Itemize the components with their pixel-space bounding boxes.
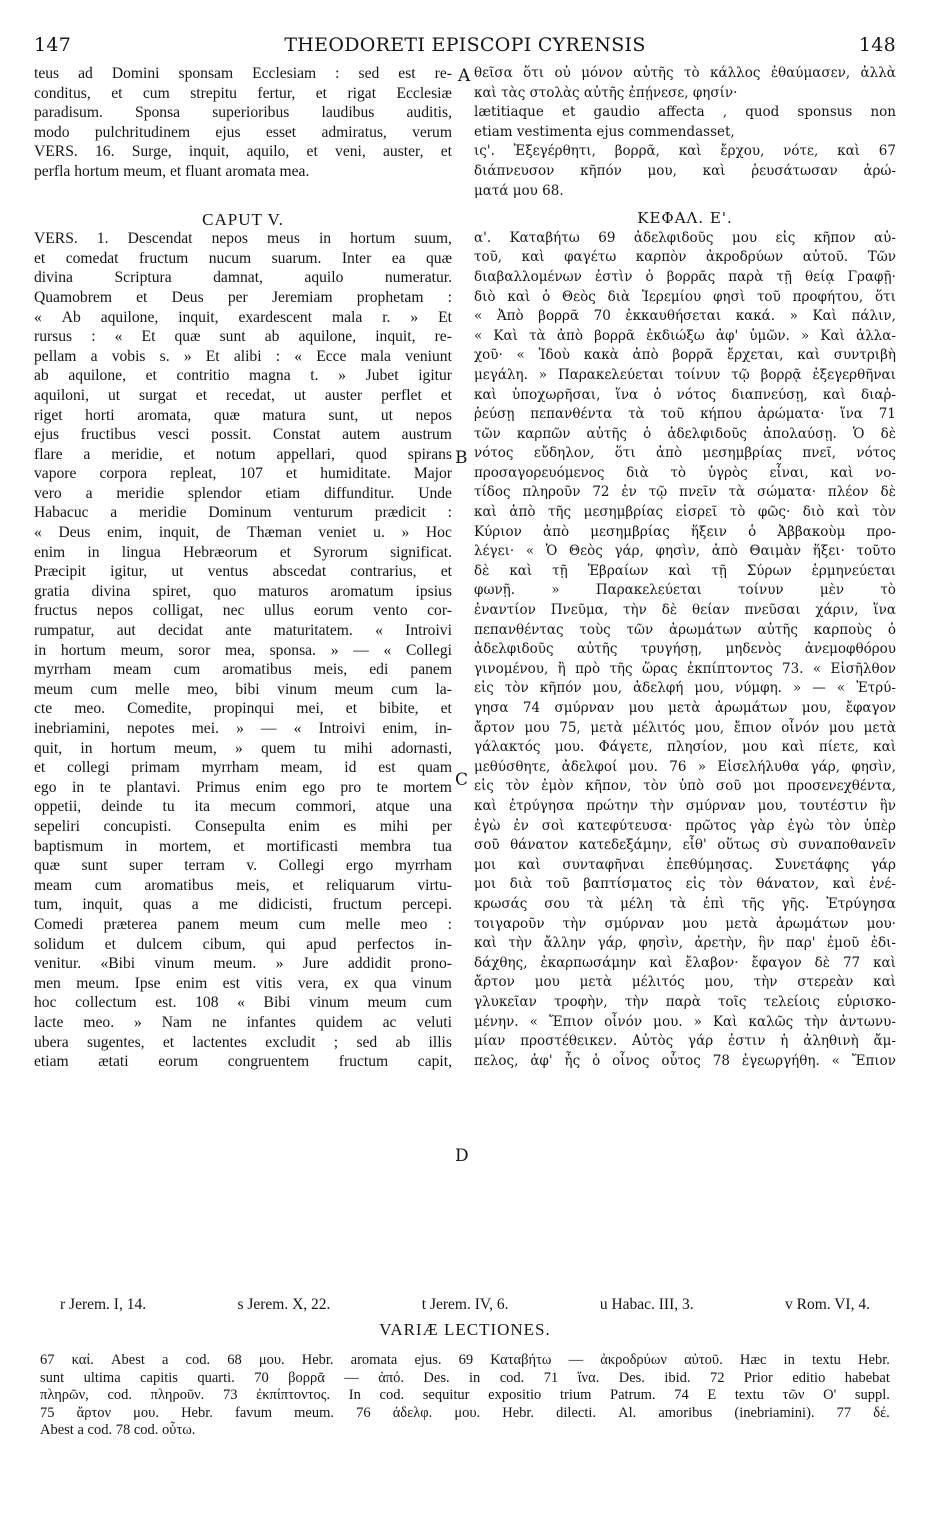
latin-line: « Ab aquilone, inquit, exardescent mala r. » Et	[34, 308, 452, 326]
footnote-s: s Jerem. X, 22.	[237, 1296, 331, 1313]
footnote-v: v Rom. VI, 4.	[784, 1296, 870, 1313]
greek-line: σοῦ θάνατον κατεδεξάμην, εἶθ' οὕτως σὺ συναποθανεῖν	[474, 837, 896, 854]
latin-line: Comedi præterea panem meum cum melle meo :	[34, 915, 452, 933]
margin-letter-b: B	[455, 448, 468, 468]
margin-letter-a: A	[458, 66, 471, 86]
greek-line: δὲ καὶ τῇ Ἑβραίων καὶ τῇ Σύρων ἑρμηνεύεται	[474, 562, 896, 579]
latin-line: flare a meridie, et notum appellari, quod spirans	[34, 445, 452, 463]
variant-readings	[40, 1352, 890, 1440]
latin-line: VERS. 16. Surge, inquit, aquilo, et veni, auster, et	[34, 143, 452, 161]
variant-line: sunt ultima capitis quarti. 70 βορρᾶ — ἀπό. Des. in cod. 71 ἵνα. Des. ibid. 72 Prior editio habebat	[40, 1369, 890, 1386]
greek-line: ἄρτον μου μετὰ μέλιτός μου, τὴν στερεὰν καὶ	[474, 974, 896, 991]
greek-line: θεῖσα ὅτι οὐ μόνον αὐτῆς τὸ κάλλος ἐθαύμασεν, ἀλλὰ	[474, 65, 896, 81]
greek-line: λέγει· « Ὁ Θεὸς γάρ, φησὶν, ἀπὸ Θαιμὰν ἥξει· τοῦτο	[474, 543, 896, 560]
greek-line: δάχθης, ἐκαρπωσάμην καὶ ἔλαβον· ἔφαγον δὲ 77 καὶ	[474, 954, 896, 971]
greek-line: καὶ ἐτρύγησα πρώτην τὴν σμύρναν μου, τουτέστιν ἣν	[474, 797, 896, 814]
greek-line: μοι διὰ τοῦ βαπτίσματος εἰς τὸν θάνατον, καὶ ἐνέ-	[474, 876, 896, 893]
greek-line: Κύριον ἀπὸ μεσημβρίας ἥξειν ὁ Ἀββακοὺμ προ-	[474, 523, 896, 540]
greek-line: lætitiaque et gaudio affecta , quod sponsus non	[474, 104, 896, 121]
latin-line: men meum. Ipse enim est vitis vera, ex qua vinum	[34, 974, 452, 992]
latin-line: Præcipit igitur, ut ventus abscedat contrarius, et	[34, 563, 452, 581]
latin-line: quit, in hortum meum, » quem tu mihi adornasti,	[34, 739, 452, 757]
greek-line: μένην. « Ἔπιον οἶνόν μου. » Καὶ καλῶς τὴν ἀντωνυ-	[474, 1013, 896, 1030]
greek-line: διὸ καὶ ὁ Θεὸς διὰ Ἱερεμίου φησὶ τοῦ προφήτου, ὅτι	[474, 288, 896, 305]
latin-line: vapore corpora repleat, 107 et humiditate. Major	[34, 465, 452, 483]
latin-line: rursus : « Et quæ sunt ab aquilone, inquit, re-	[34, 328, 452, 346]
greek-line: ῥεύσῃ πεπανθέντα τὰ τοῦ κήπου ἀρώματα· ἵνα 71	[474, 406, 896, 423]
greek-line: ις'. Ἐξεγέρθητι, βορρᾶ, καὶ ἔρχου, νότε, καὶ 67	[474, 143, 896, 160]
latin-line: ubera sugentes, et lactentes excludit ; sed ab illis	[34, 1033, 452, 1051]
greek-line: διάπνευσον κῆπόν μου, καὶ ῥευσάτωσαν ἀρώ-	[474, 162, 896, 179]
latin-line: paradisum. Sponsa superioribus laudibus auditis,	[34, 104, 452, 122]
greek-line: ΚΕΦΑΛ. Ε'.	[637, 209, 733, 228]
latin-line: gratia divina spiret, quo maturos aromatum ipsius	[34, 582, 452, 600]
latin-line: rumpatur, aut decidat ante maturitatem. « Introivi	[34, 622, 452, 640]
greek-line: α'. Καταβήτω 69 ἀδελφιδοῦς μου εἰς κῆπον αὐ-	[474, 229, 896, 246]
latin-line: enim in lingua Hebræorum et Syrorum significat.	[34, 543, 452, 561]
latin-line: ab aquilone, et contritio magna t. » Jubet igitur	[34, 367, 452, 385]
latin-line: in hortum meum, soror mea, sponsa. » — « Collegi	[34, 641, 452, 659]
greek-line: καὶ ἀπὸ τῆς μεσημβρίας εἰσρεῖ τὸ φῶς· διὸ καὶ τὸν	[474, 504, 896, 521]
latin-line: lacte meo. » Nam ne infantes quidem ac veluti	[34, 1013, 452, 1031]
margin-letter-d: D	[455, 1146, 469, 1166]
latin-line: riget horti aromata, quæ matura sunt, ut nepos	[34, 406, 452, 424]
greek-line: μεθύσθητε, ἀδελφοί μου. 76 » Εἰσελήλυθα γάρ, φησὶν,	[474, 758, 896, 775]
latin-line: cte meo. Comedite, propinqui mei, et bibite, et	[34, 700, 452, 718]
greek-line: τίδος πληροῦν 72 ἐν τῷ πνεῖν τὰ σώματα· πλέον δὲ	[474, 484, 896, 501]
greek-line: ἄρτον μου 75, μετὰ μέλιτός μου, ἔπιον οἶνόν μου μετὰ	[474, 719, 896, 736]
latin-line: et comedat fructum nucum suarum. Inter ea quæ	[34, 249, 452, 267]
latin-column	[34, 64, 452, 1072]
latin-line: inebriamini, nepotes mei. » — « Introivi enim, in-	[34, 720, 452, 737]
latin-line	[34, 182, 452, 210]
greek-gap	[474, 201, 896, 209]
latin-line: sepeliri concupisti. Consepulta enim es mihi per	[34, 817, 452, 835]
latin-line: aquiloni, ut surgat et recedat, ut auster perflet et	[34, 386, 452, 404]
greek-line: τοιγαροῦν τὴν σμύρναν μου μετὰ ἀρωμάτων μου·	[474, 915, 896, 932]
greek-line: γάλακτός μου. Φάγετε, πλησίον, μου καὶ πίετε, καὶ	[474, 739, 896, 756]
latin-line: divina Scriptura damnat, aquilo numeratur.	[34, 269, 452, 287]
variant-line: πληρῶν, cod. πληροῦν. 73 ἐκπίπτοντος. In cod. sequitur expositio trium Patrum. 74 E textu τῶν Ο' suppl.	[40, 1387, 890, 1403]
greek-line: ἐναντίον Πνεῦμα, τὴν δὲ θείαν πνεῦσαι χάριν, ἵνα	[474, 602, 896, 619]
running-header	[34, 34, 896, 62]
greek-line: μίαν προστέθεικεν. Αὐτὸς γάρ ἐστιν ἡ ἀληθινὴ ἄμ-	[474, 1033, 896, 1050]
latin-line: modo pulchritudinem ejus esset admiratus, verum	[34, 123, 452, 141]
latin-line: venitur. «Bibi vinum meum. » Jure addidit prono-	[34, 955, 452, 973]
latin-line: baptismum in mortem, et mortificasti membra tua	[34, 837, 452, 855]
footnote-u: u Habac. III, 3.	[599, 1296, 694, 1313]
latin-line: ego in te plantavi. Primus enim ego pro te mortem	[34, 778, 452, 796]
latin-line: meum cum melle meo, bibi vinum meum cum la-	[34, 680, 452, 698]
greek-line: εἰς τὸν ἐμὸν κῆπον, τὸν ὑπὸ σοῦ μοι προσενεχθέντα,	[474, 778, 896, 795]
latin-line: hoc collectum est. 108 « Bibi vinum meum cum	[34, 994, 452, 1012]
greek-line: ἀδελφιδοῦς αὐτῆς τρυγήσῃ, μηδενὸς ἀνεμοφθόρου	[474, 641, 896, 658]
greek-line: εἰς τὸν κῆπόν μου, ἀδελφή μου, νύμφη. » — « Ἐτρύ-	[474, 680, 896, 697]
latin-line: quæ sunt super terram v. Collegi ergo myrrham	[34, 857, 452, 875]
greek-line: καὶ τὴν ἄλλην γάρ, φησὶν, ἀρετὴν, ἣν παρ' ἐμοῦ ἐδι-	[474, 935, 896, 952]
greek-line: καὶ τὰς στολὰς αὐτῆς ἐπῄνεσε, φησίν·	[474, 84, 738, 101]
margin-letter-c: C	[455, 770, 469, 790]
latin-line: myrrham meam cum aromatibus meis, edi panem	[34, 661, 452, 679]
greek-line: κρωσάς σου τὰ μέλη τὰ ἐπὶ τῆς γῆς. Ἐτρύγησα	[474, 895, 896, 912]
greek-line: πελος, ἀφ' ἧς ὁ οἶνος οὗτος 78 ἐγεωργήθη. « Ἔπιον	[474, 1052, 896, 1069]
variant-line: 67 καί. Abest a cod. 68 μου. Hebr. aromata ejus. 69 Καταβήτω — ἀκροδρύων αὐτοῦ. Hæc in textu Hebr.	[40, 1352, 890, 1368]
latin-line: oppetii, deinde tu ita mecum commori, atque una	[34, 798, 452, 816]
greek-line: γινομένου, ἢ πρὸ τῆς ὥρας ἐκπίπτοντος 73. « Εἰσῆλθον	[474, 660, 896, 677]
page-number-right: 148	[858, 34, 896, 56]
running-title: THEODORETI EPISCOPI CYRENSIS	[284, 34, 646, 56]
greek-line: « Καὶ τὰ ἀπὸ βορρᾶ ἐκδιώξω ἀφ' ὑμῶν. » Καὶ ἀλλα-	[474, 327, 896, 344]
greek-line: φωνῇ. » Παρακελεύεται τοίνυν μὲν τὸ	[474, 582, 896, 599]
variant-line: 75 ἄρτον μου. Hebr. favum meum. 76 ἀδελφ. μου. Hebr. dilecti. Al. amoribus (inebriamini). 77 δέ.	[40, 1404, 890, 1421]
greek-line: γλυκεῖαν τροφὴν, τὴν παρὰ τοῖς τελείοις εὑρισκο-	[474, 993, 896, 1010]
greek-line: προσαγορευόμενος διὰ τὸ ὑγρὸς εἶναι, καὶ νο-	[474, 464, 896, 481]
latin-line: Quamobrem et Deus per Jeremiam prophetam :	[34, 288, 452, 306]
latin-line: meam cum aromatibus meis, et reliquarum virtu-	[34, 876, 452, 894]
latin-line: solidum et dulcem cibum, qui apud perfectos in-	[34, 935, 452, 953]
footnotes	[60, 1296, 870, 1314]
variae-lectiones-heading: VARIÆ LECTIONES.	[379, 1320, 551, 1339]
latin-line: fructus nepos colligat, nec ullus eorum vento cor-	[34, 602, 452, 620]
greek-line: ματά μου 68.	[474, 182, 564, 199]
greek-line: etiam vestimenta ejus commendasset,	[474, 123, 735, 140]
greek-line: « Ἀπὸ βορρᾶ 70 ἐκκαυθήσεται κακά. » Καὶ πάλιν,	[474, 308, 896, 325]
latin-line: « Deus enim, inquit, de Thæman veniet u. » Hoc	[34, 524, 452, 542]
latin-line: etiam ætati eorum congruentem fructum capit,	[34, 1053, 452, 1071]
page-number-left: 147	[34, 34, 72, 56]
greek-line: τοῦ, καὶ φαγέτω καρπὸν ἀκροδρύων αὐτοῦ. Τῶν	[474, 249, 896, 266]
greek-line: μοι καὶ συνταφῆναι ἐπεθύμησας. Συνετάφης γάρ	[474, 856, 896, 873]
latin-line: teus ad Domini sponsam Ecclesiam : sed est re-	[34, 65, 452, 82]
latin-line: perfla hortum meum, et fluant aromata mea.	[34, 162, 310, 180]
greek-line: πεπανθέντας τοὺς τῶν ἀρωμάτων αὐτῆς καρποὺς ὁ	[474, 621, 896, 638]
latin-line: pellam a vobis s. » Et alibi : « Ecce mala veniunt	[34, 347, 452, 365]
greek-line: νότος εὔδηλον, ὅτι ἀπὸ μεσημβρίας πνεῖ, νότος	[474, 445, 896, 462]
footnote-t: t Jerem. IV, 6.	[421, 1296, 509, 1313]
greek-line: ἐγὼ ἐν σοὶ κατεφύτευσα· πρῶτος γὰρ ἐγὼ τὸν ὑπὲρ	[474, 817, 896, 834]
variant-line: Abest a cod. 78 cod. οὗτω.	[40, 1422, 196, 1438]
greek-column	[474, 64, 896, 1071]
footnote-r: r Jerem. I, 14.	[60, 1296, 147, 1313]
latin-line: conditus, et cum strepitu fertur, et rigat Ecclesiæ	[34, 84, 452, 102]
greek-line: μεγάλη. » Παρακελεύεται τοίνυν τῷ βορρᾷ ἐξεγερθῆναι	[474, 366, 896, 383]
latin-line: vero a meridie splendor etiam diffunditur. Unde	[34, 484, 452, 502]
latin-line: VERS. 1. Descendat nepos meus in hortum suum,	[34, 230, 452, 248]
latin-line: CAPUT V.	[202, 209, 284, 229]
latin-line: tum, inquit, quas a me didicisti, fructum percepi.	[34, 896, 452, 914]
latin-line: ejus fructibus vesci possit. Constat autem austrum	[34, 426, 452, 444]
greek-line: καὶ ὑποχωρῆσαι, ἵνα ὁ νότος διαπνεύσῃ, καὶ διαῤ-	[474, 386, 896, 403]
greek-line: διαβαλλομένων ἐστὶν ὁ βορρᾶς παρὰ τῇ θείᾳ Γραφῇ·	[474, 268, 896, 285]
greek-line: τῶν καρπῶν αὐτῆς ὁ ἀδελφιδοῦς ἀπολαύσῃ. Ὁ δὲ	[474, 425, 896, 442]
greek-line: γησα 74 σμύρναν μου μετὰ ἀρωμάτων μου, ἔφαγον	[474, 700, 896, 716]
latin-line: et collegi primam myrrham meam, id est quam	[34, 759, 452, 777]
latin-line: Habacuc a meridie Dominum venturum prædicit :	[34, 504, 452, 522]
greek-line: χοῦ· « Ἰδοὺ κακὰ ἀπὸ βορρᾶ ἔρχεται, καὶ συντριβὴ	[474, 347, 896, 364]
